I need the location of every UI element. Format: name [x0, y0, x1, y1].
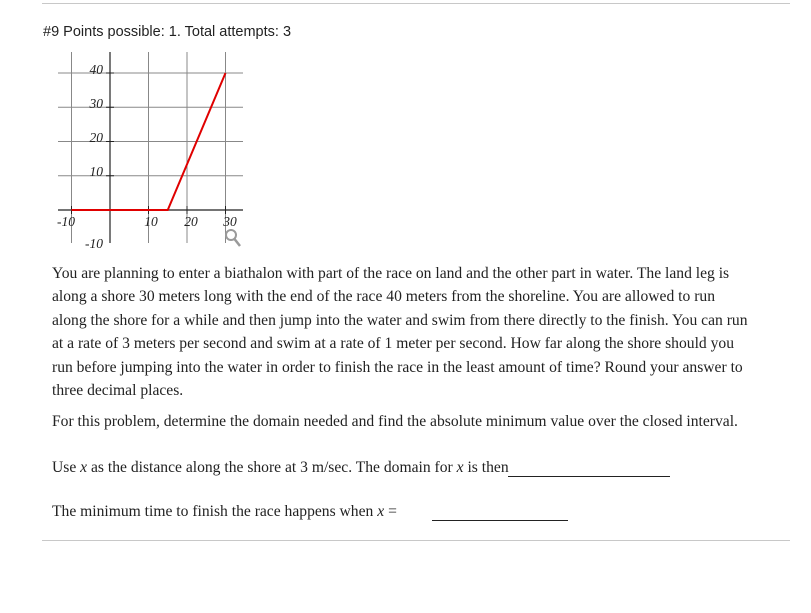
- x-tick-label: -10: [57, 214, 75, 229]
- y-tick-label: 20: [89, 130, 103, 145]
- minimum-prefix: The minimum time to finish the race happens when: [52, 503, 374, 520]
- instruction-text: For this problem, determine the domain needed and find the absolute minimum value over the closed interval.: [52, 413, 738, 430]
- y-tick-label: 10: [89, 164, 103, 179]
- variable-x: x: [456, 459, 464, 476]
- question-number: #9: [43, 24, 60, 40]
- x-tick-label: 10: [144, 214, 158, 229]
- minimum-answer-input[interactable]: [432, 502, 568, 521]
- domain-suffix: as the distance along the shore at 3 m/sec. The domain for: [91, 459, 453, 476]
- bottom-divider: [42, 540, 790, 541]
- top-divider: [42, 3, 790, 4]
- variable-x: x: [377, 503, 385, 520]
- y-tick-label: 40: [89, 62, 103, 77]
- domain-answer-input[interactable]: [508, 458, 670, 477]
- question-header: [43, 24, 291, 40]
- problem-text: You are planning to enter a biathalon with part of the race on land and the other part in water. The land leg is along a shore 30 meters long with the end of the race 40 meters from the shoreline. You are allowed to run along the shore for a while and then jump into the water and swim from there directly to the finish. You can run at a rate of 3 meters per second and swim at a rate of 1 meter per second. How far along the shore should you run before jumping into the water in order to finish the race in the least amount of time? Round your answer to three decimal places.: [52, 265, 748, 400]
- variable-x: x: [80, 459, 88, 476]
- x-tick-label: 30: [223, 214, 237, 229]
- equals-sign: =: [388, 503, 397, 520]
- tick-labels: [57, 62, 237, 248]
- magnifier-icon[interactable]: [224, 228, 242, 248]
- y-tick-label: 30: [89, 96, 103, 111]
- x-tick-label: 20: [184, 214, 198, 229]
- domain-end: is then: [467, 459, 509, 476]
- problem-graph: [48, 48, 248, 248]
- minimum-prompt: [52, 500, 752, 523]
- y-tick-label: -10: [85, 236, 103, 248]
- total-attempts: Total attempts: 3: [184, 24, 292, 40]
- domain-prefix: Use: [52, 459, 77, 476]
- points-possible: Points possible: 1.: [63, 24, 181, 40]
